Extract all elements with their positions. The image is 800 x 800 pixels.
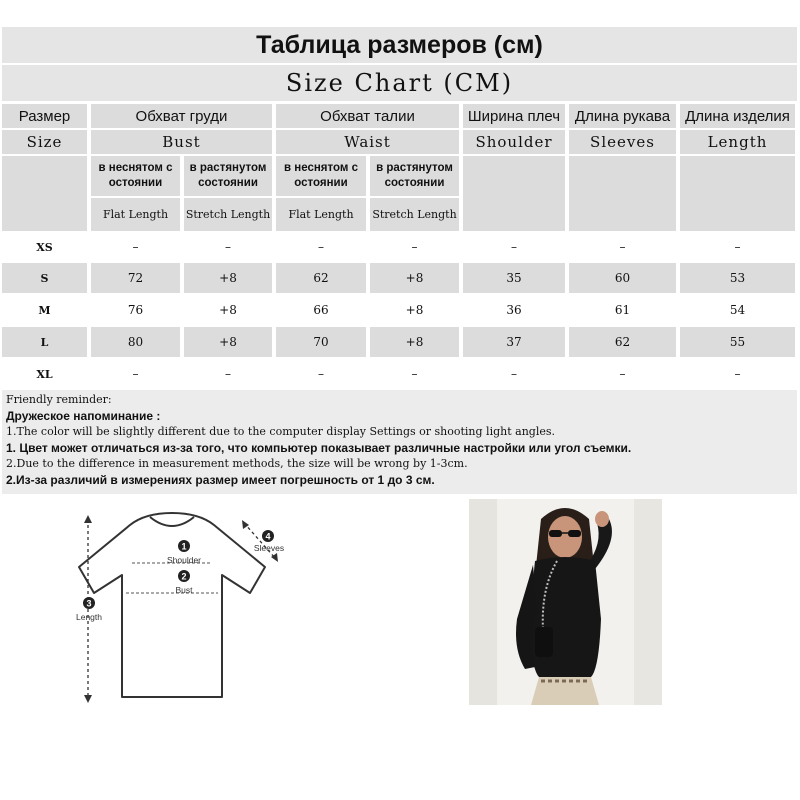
header-length-en: Length — [680, 130, 795, 154]
subheader-bust-stretch — [184, 156, 272, 231]
tshirt-outline — [79, 513, 265, 697]
cell-length: – — [734, 367, 741, 381]
cell-bust-stretch: – — [225, 367, 231, 381]
page-title: Таблица размеров (см) — [2, 27, 797, 63]
bust-label: Bust — [175, 585, 193, 595]
cell-size: M — [38, 303, 51, 317]
header-sleeves-en: Sleeves — [569, 130, 676, 154]
cell-length: 53 — [680, 263, 795, 293]
subheader-empty-shoulder — [463, 156, 565, 231]
cell-size: XS — [36, 240, 53, 254]
cell-sleeves: 61 — [614, 303, 631, 317]
subheader-bust-flat — [91, 156, 180, 231]
cell-shoulder: 37 — [463, 327, 565, 357]
marker-3-label: 3 — [86, 598, 92, 609]
cell-bust-flat: 76 — [127, 303, 144, 317]
cell-sleeves: 60 — [569, 263, 676, 293]
note-1-ru: 1. Цвет может отличаться из-за того, что компьютер показывает различные настройки или угол съемки. — [6, 441, 632, 455]
cell-bust-stretch: +8 — [219, 303, 237, 317]
cell-waist-stretch: +8 — [405, 303, 424, 317]
marker-1-label: 1 — [181, 541, 187, 552]
cell-size: L — [2, 327, 87, 357]
header-size-ru: Размер — [2, 104, 87, 128]
header-waist-ru: Обхват талии — [276, 104, 459, 128]
cell-bust-flat: – — [132, 367, 139, 381]
cell-length: – — [734, 240, 741, 254]
note-1-en: 1.The color will be slightly different due to the computer display Settings or shooting light angles. — [6, 425, 555, 438]
marker-2-label: 2 — [181, 571, 187, 582]
model-illustration — [469, 499, 662, 705]
cell-bust-stretch: +8 — [184, 263, 272, 293]
cell-waist-flat: 62 — [276, 263, 366, 293]
notes-panel — [2, 390, 797, 494]
subheader-stretch-en: Stretch Length — [184, 198, 272, 231]
cell-shoulder: 36 — [506, 303, 522, 317]
cell-size: XL — [36, 367, 53, 381]
cell-shoulder: – — [511, 240, 517, 254]
product-photo — [469, 499, 662, 705]
cell-waist-stretch: – — [411, 367, 418, 381]
cell-bust-flat: 80 — [91, 327, 180, 357]
cell-sleeves: – — [619, 367, 626, 381]
length-label: Length — [76, 612, 102, 622]
model-top — [529, 557, 601, 677]
cell-shoulder: 35 — [463, 263, 565, 293]
reminder-ru: Дружеское напоминание : — [6, 409, 161, 423]
cell-waist-stretch: +8 — [370, 327, 459, 357]
cell-waist-flat: 70 — [276, 327, 366, 357]
note-2-ru: 2.Из-за различий в измерениях размер имеет погрешность от 1 до 3 см. — [6, 473, 435, 487]
handbag — [535, 627, 553, 657]
page-subtitle: Size Chart (CM) — [2, 65, 797, 101]
marker-4-label: 4 — [265, 531, 271, 542]
cell-bust-flat: 72 — [91, 263, 180, 293]
shoulder-label: Shoulder — [166, 555, 202, 565]
subheader-flat-ru: в неснятом с остоянии — [91, 156, 180, 196]
header-shoulder-en: Shoulder — [463, 130, 565, 154]
cell-waist-flat: 66 — [313, 303, 329, 317]
header-sleeves-ru: Длина рукава — [569, 104, 676, 128]
cell-bust-stretch: – — [225, 240, 231, 254]
header-waist-en: Waist — [276, 130, 459, 154]
subheader-waist-stretch — [370, 156, 459, 231]
cell-shoulder: – — [511, 367, 517, 381]
cell-size: S — [2, 263, 87, 293]
subheader-empty-length — [680, 156, 795, 231]
subheader-stretch-ru: в растянутом состоянии — [184, 156, 272, 196]
header-bust-ru: Обхват груди — [91, 104, 272, 128]
reminder-en: Friendly reminder: — [6, 393, 112, 406]
subheader-empty-sleeves — [569, 156, 676, 231]
subheader-stretch-en: Stretch Length — [370, 198, 459, 231]
length-arrow-up — [84, 515, 92, 523]
cell-waist-stretch: +8 — [370, 263, 459, 293]
subheader-flat-en: Flat Length — [276, 198, 366, 231]
sleeves-label: Sleeves — [253, 543, 285, 553]
sunglasses-icon — [549, 530, 562, 537]
subheader-empty-size — [2, 156, 87, 231]
cell-length: 55 — [680, 327, 795, 357]
header-shoulder-ru: Ширина плеч — [463, 104, 565, 128]
cell-bust-stretch: +8 — [184, 327, 272, 357]
subheader-flat-en: Flat Length — [91, 198, 180, 231]
measurement-diagram — [60, 505, 300, 715]
cell-waist-flat: – — [318, 240, 324, 254]
length-arrow-down — [84, 695, 92, 703]
header-bust-en: Bust — [91, 130, 272, 154]
header-size-en: Size — [2, 130, 87, 154]
subheader-stretch-ru: в растянутом состоянии — [370, 156, 459, 196]
cell-sleeves: – — [619, 240, 626, 254]
cell-bust-flat: – — [132, 240, 139, 254]
header-length-ru: Длина изделия — [680, 104, 795, 128]
cell-waist-stretch: – — [411, 240, 418, 254]
cell-waist-flat: – — [318, 367, 324, 381]
note-2-en: 2.Due to the difference in measurement methods, the size will be wrong by 1-3cm. — [6, 457, 468, 470]
cell-length: 54 — [729, 303, 746, 317]
cell-sleeves: 62 — [569, 327, 676, 357]
subheader-flat-ru: в неснятом с остоянии — [276, 156, 366, 196]
subheader-waist-flat — [276, 156, 366, 231]
